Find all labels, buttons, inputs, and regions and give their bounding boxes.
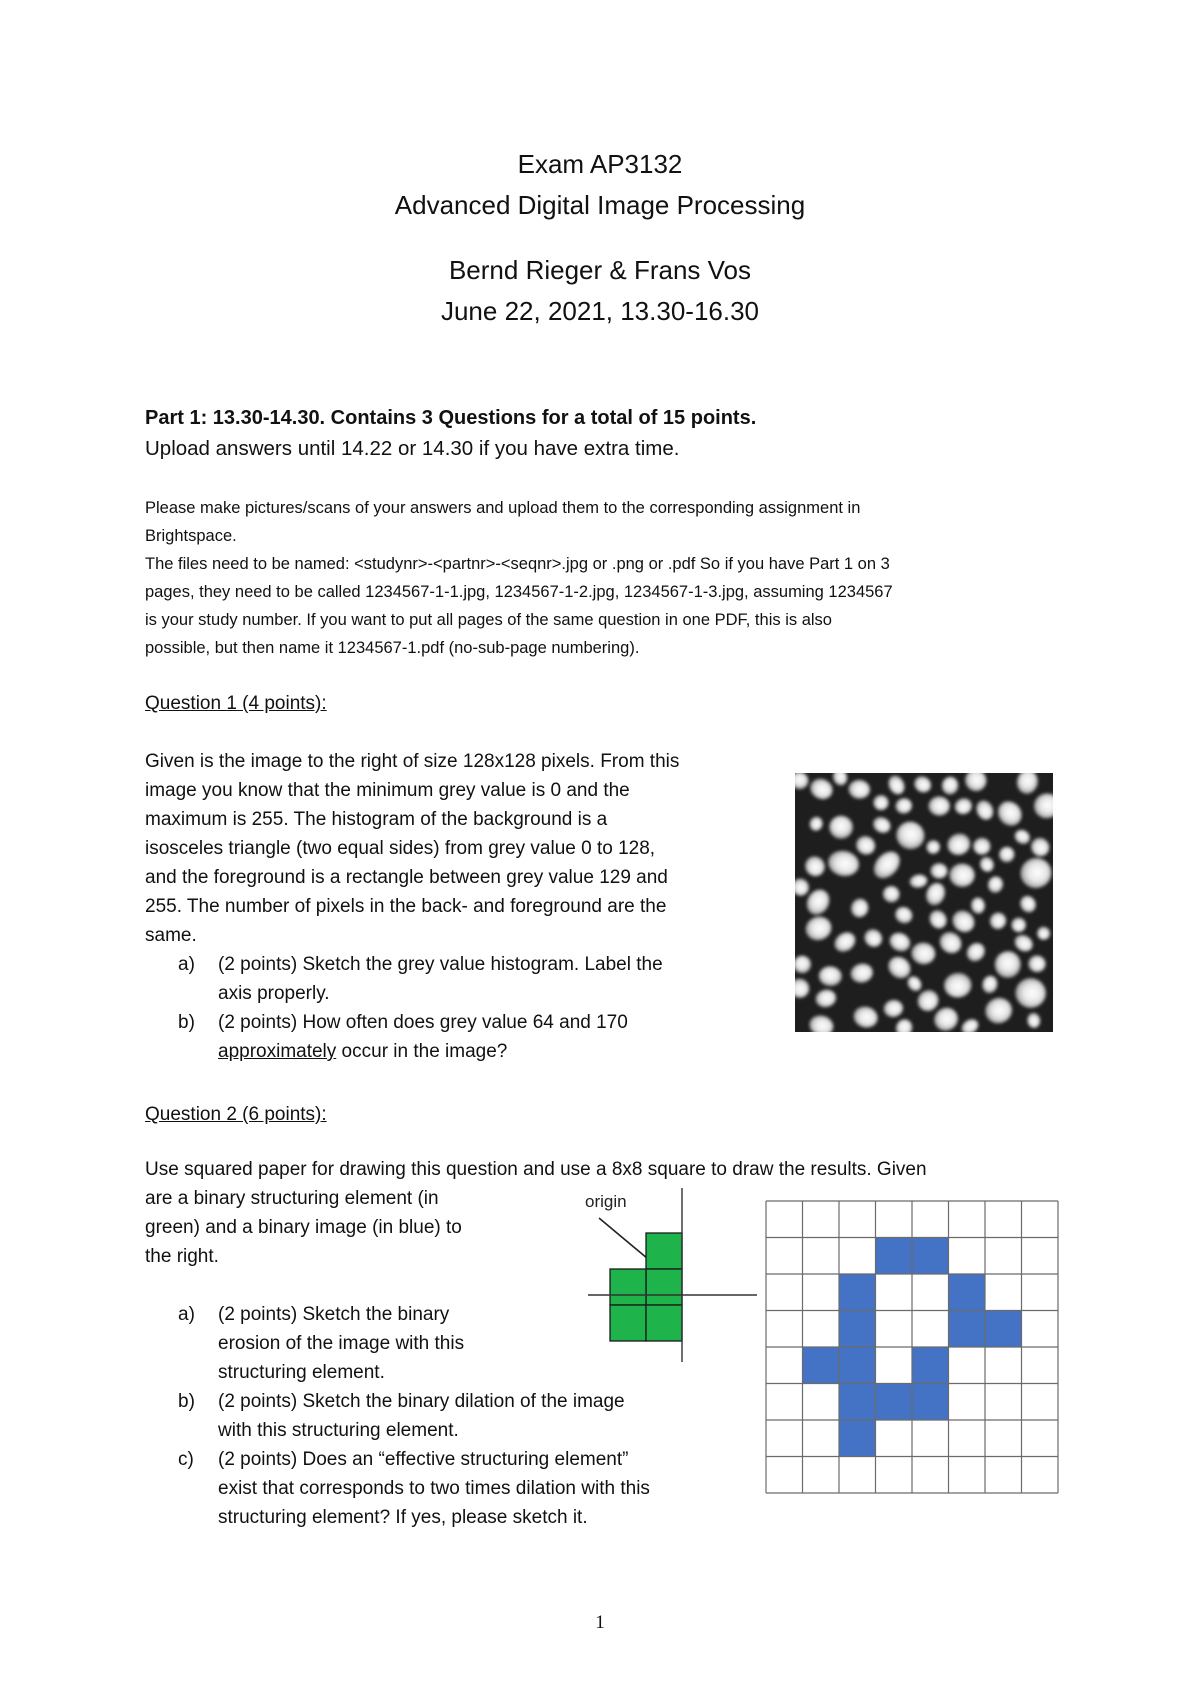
q2-c-line: (2 points) Does an “effective structuring element”	[218, 1449, 629, 1470]
q2-a-line: structuring element.	[218, 1362, 385, 1383]
se-cell	[610, 1305, 646, 1341]
image-cell	[949, 1274, 986, 1311]
authors: Bernd Rieger & Frans Vos	[448, 255, 752, 285]
instruction-line: is your study number. If you want to put all pages of the same question in one PDF, this is also	[145, 611, 832, 629]
question1-title: Question 1 (4 points):	[145, 693, 327, 714]
image-cell	[839, 1384, 876, 1421]
q1-b-line-rest: occur in the image?	[336, 1041, 508, 1062]
image-cell	[876, 1384, 913, 1421]
q2-line: are a binary structuring element (in	[145, 1188, 439, 1209]
question2-title: Question 2 (6 points):	[145, 1104, 327, 1125]
q1-b-text	[218, 1008, 628, 1066]
q1-item-a	[178, 950, 778, 1008]
q2-item-c	[178, 1445, 798, 1532]
q2-c-text	[218, 1445, 650, 1532]
image-cell	[985, 1311, 1022, 1348]
instruction-line: Please make pictures/scans of your answers and upload them to the corresponding assignment in	[145, 499, 861, 517]
q1-item-b	[178, 1008, 778, 1066]
q2-c-line: structuring element? If yes, please sketch it.	[218, 1507, 588, 1528]
question2-text	[145, 1184, 462, 1271]
upload-deadline: Upload answers until 14.22 or 14.30 if you have extra time.	[145, 437, 680, 460]
structuring-element-diagram	[585, 1188, 760, 1363]
q2-b-line: (2 points) Sketch the binary dilation of the image	[218, 1391, 625, 1412]
blob-image	[795, 773, 1053, 1032]
q2-a-line: (2 points) Sketch the binary	[218, 1304, 450, 1325]
q2-c-line: exist that corresponds to two times dilation with this	[218, 1478, 650, 1499]
q2-c-label: c)	[178, 1449, 194, 1470]
q2-b-text	[218, 1387, 625, 1445]
origin-label: origin	[585, 1192, 627, 1211]
q1-a-text	[218, 950, 663, 1008]
q2-a-label: a)	[178, 1304, 195, 1325]
instruction-line: pages, they need to be called 1234567-1-1.jpg, 1234567-1-2.jpg, 1234567-1-3.jpg, assuming 1234567	[145, 583, 893, 601]
blob	[949, 864, 974, 887]
image-cell	[839, 1420, 876, 1457]
q1-b-line: (2 points) How often does grey value 64 and 170	[218, 1012, 628, 1033]
q1-b-line	[218, 1037, 628, 1066]
q1-line: and the foreground is a rectangle between grey value 129 and	[145, 867, 668, 888]
image-cell	[912, 1347, 949, 1384]
question1-text	[145, 747, 679, 950]
image-cell	[912, 1238, 949, 1275]
q2-b-label: b)	[178, 1391, 195, 1412]
q1-line: same.	[145, 925, 197, 946]
q2-a-line: erosion of the image with this	[218, 1333, 465, 1354]
q2-a-text	[218, 1300, 464, 1387]
se-cell	[610, 1269, 646, 1305]
instruction-line: The files need to be named: <studynr>-<partnr>-<seqnr>.jpg or .png or .pdf So if you have Part 1 on 3	[145, 555, 890, 573]
exam-title: Exam AP3132	[517, 149, 683, 179]
grid-lines	[766, 1201, 1058, 1493]
binary-image-grid	[765, 1200, 1061, 1496]
se-cell	[646, 1305, 682, 1341]
q2-item-b	[178, 1387, 778, 1445]
instruction-line: possible, but then name it 1234567-1.pdf (no-sub-page numbering).	[145, 639, 640, 657]
image-cell	[912, 1384, 949, 1421]
q1-a-line: axis properly.	[218, 983, 330, 1004]
question2-intro: Use squared paper for drawing this question and use a 8x8 square to draw the results. Given	[145, 1159, 927, 1180]
image-cell	[949, 1311, 986, 1348]
course-title: Advanced Digital Image Processing	[394, 190, 806, 220]
page-number: 1	[595, 1612, 605, 1633]
se-cell	[646, 1269, 682, 1305]
q2-item-a	[178, 1300, 558, 1387]
image-cell	[839, 1311, 876, 1348]
q1-line: image you know that the minimum grey value is 0 and the	[145, 780, 630, 801]
q1-line: maximum is 255. The histogram of the background is a	[145, 809, 608, 830]
exam-date: June 22, 2021, 13.30-16.30	[440, 296, 760, 326]
se-cells	[610, 1233, 682, 1341]
q1-a-label: a)	[178, 954, 195, 975]
q2-line: the right.	[145, 1246, 219, 1267]
image-cell	[839, 1347, 876, 1384]
part1-heading: Part 1: 13.30-14.30. Contains 3 Questions for a total of 15 points.	[145, 407, 757, 429]
q2-line: green) and a binary image (in blue) to	[145, 1217, 462, 1238]
image-cell	[876, 1238, 913, 1275]
image-cell	[839, 1274, 876, 1311]
q1-b-label: b)	[178, 1012, 195, 1033]
instruction-line: Brightspace.	[145, 527, 237, 545]
approximately-underlined: approximately	[218, 1041, 337, 1062]
image-cell	[803, 1347, 840, 1384]
q2-b-line: with this structuring element.	[218, 1420, 459, 1441]
q1-a-line: (2 points) Sketch the grey value histogram. Label the	[218, 954, 663, 975]
instructions	[145, 494, 893, 662]
q1-line: isosceles triangle (two equal sides) from grey value 0 to 128,	[145, 838, 656, 859]
q1-line: Given is the image to the right of size 128x128 pixels. From this	[145, 751, 680, 772]
q1-line: 255. The number of pixels in the back- and foreground are the	[145, 896, 667, 917]
se-cell	[646, 1233, 682, 1269]
